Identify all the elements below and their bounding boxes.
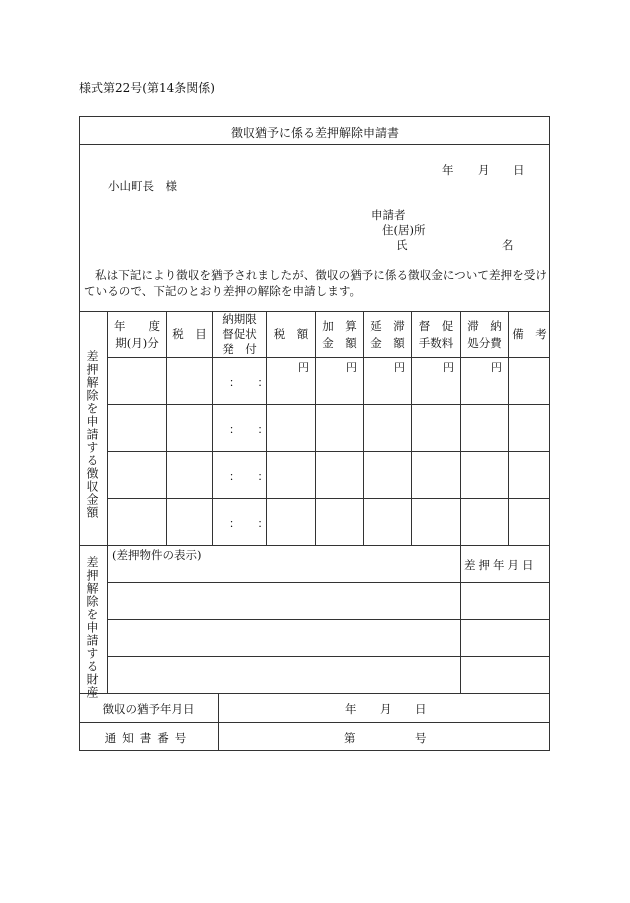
header-tax-item: 税 目 <box>172 327 207 341</box>
header-fiscal-year-line1: 年 度 <box>114 319 160 333</box>
grace-month: 月 <box>380 702 392 716</box>
property-display-label: (差押物件の表示) <box>112 548 202 562</box>
yen-additional: 円 <box>346 361 357 374</box>
body-text-line1: 私は下記により徴収を猶予されましたが、徴収の猶予に係る徴収金について差押を受け <box>95 268 547 282</box>
header-tax-amount: 税 額 <box>273 327 309 341</box>
date-year: 年 <box>442 163 454 177</box>
seizure-date-label: 差押年月日 <box>464 558 537 572</box>
header-delinquency-line1: 延 滞 <box>370 319 405 333</box>
applicant-label: 申請者 <box>371 208 406 222</box>
header-delinquency-line2: 金 額 <box>370 336 405 350</box>
address-label: 住(居)所 <box>382 223 426 237</box>
name-label-first: 氏 <box>396 238 408 252</box>
grace-day: 日 <box>415 702 427 716</box>
form-caption: 様式第22号(第14条関係) <box>79 81 215 95</box>
header-deadline-line2: 督促状 <box>222 327 257 341</box>
addressee: 小山町長 様 <box>108 179 177 193</box>
header-fiscal-year <box>108 318 166 352</box>
name-label-second: 名 <box>502 238 514 252</box>
header-disposal-line2: 処分費 <box>467 336 502 350</box>
body-text-line2: ているので、下記のとおり差押の解除を申請します。 <box>84 284 362 298</box>
yen-disposal: 円 <box>491 361 502 374</box>
header-additional-line1: 加 算 <box>322 319 357 333</box>
header-additional <box>316 318 363 352</box>
header-remarks: 備 考 <box>512 327 547 341</box>
header-additional-line2: 金 額 <box>322 336 357 350</box>
date-day: 日 <box>513 163 525 177</box>
grace-date-label: 徴収の猶予年月日 <box>102 702 195 716</box>
header-delinquency <box>364 318 411 352</box>
form-title: 徴収猶予に係る差押解除申請書 <box>230 126 399 140</box>
yen-tax-amount: 円 <box>298 361 309 374</box>
header-reminder-line1: 督 促 <box>418 319 454 333</box>
header-reminder <box>412 318 460 352</box>
deadline-colon-row4: ： ： <box>229 517 275 530</box>
header-deadline-line3: 発 付 <box>222 342 257 356</box>
deadline-colon-row2: ： ： <box>229 423 275 436</box>
property-side-label: 差押解除を申請する財産 <box>85 556 99 699</box>
notice-prefix: 第 <box>344 731 356 745</box>
yen-reminder: 円 <box>443 361 454 374</box>
deadline-colon-row1: ： ： <box>229 376 275 389</box>
yen-delinquency: 円 <box>394 361 405 374</box>
amounts-side-label: 差押解除を申請する徴収金額 <box>85 350 99 519</box>
header-disposal-line1: 滞 納 <box>467 319 502 333</box>
date-month: 月 <box>478 163 490 177</box>
header-fiscal-year-line2: 期(月)分 <box>115 336 159 350</box>
header-deadline <box>213 312 266 357</box>
header-deadline-line1: 納期限 <box>222 312 257 326</box>
notice-suffix: 号 <box>415 731 427 745</box>
header-disposal <box>461 318 508 352</box>
notice-number-label: 通知書番号 <box>104 731 193 745</box>
deadline-colon-row3: ： ： <box>229 470 275 483</box>
grace-year: 年 <box>345 702 357 716</box>
header-reminder-line2: 手数料 <box>418 336 454 350</box>
